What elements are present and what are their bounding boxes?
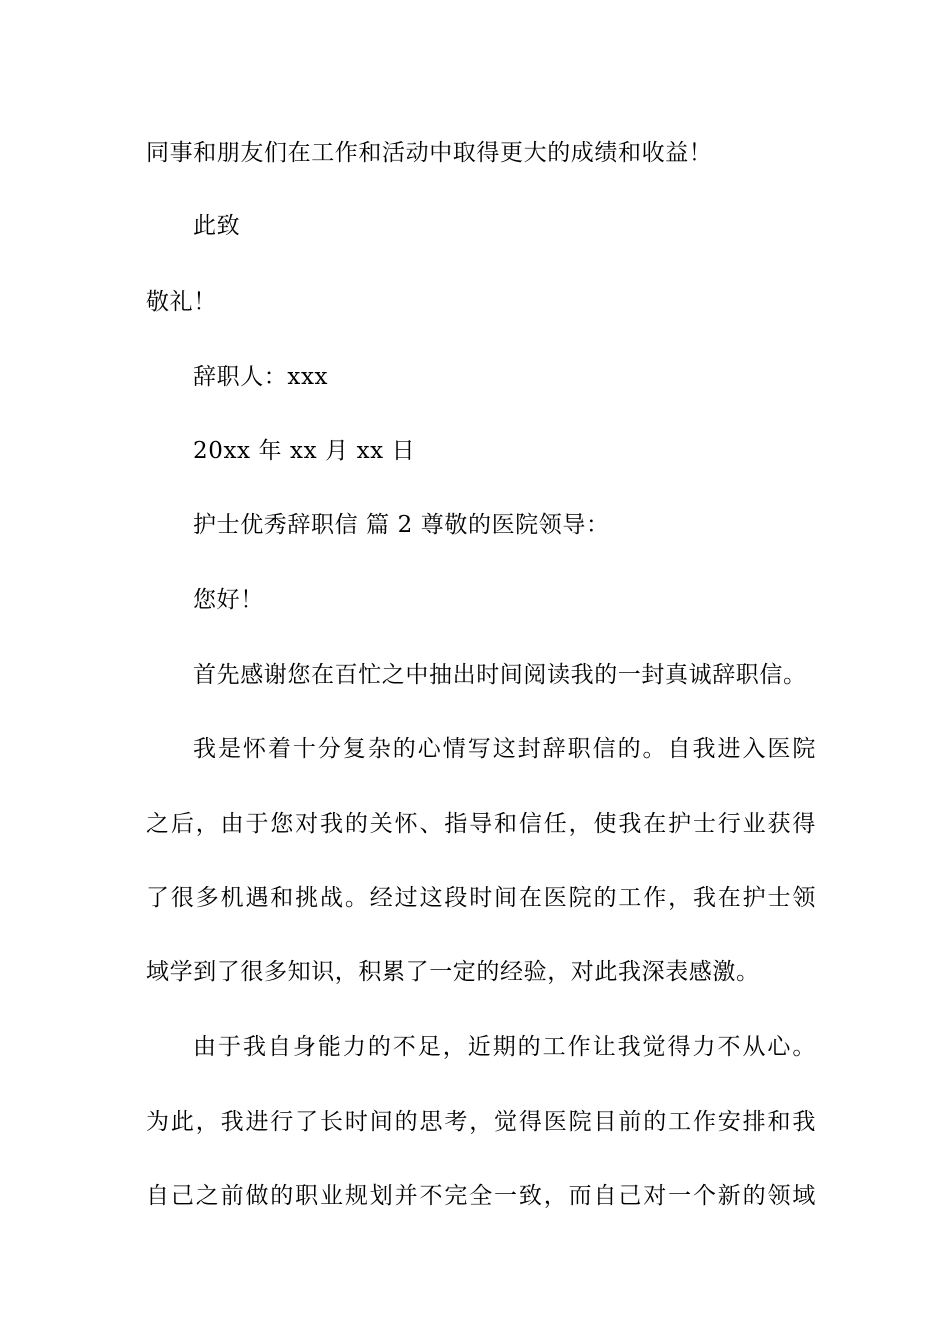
text-line-date: 20xx 年 xx 月 xx 日 bbox=[193, 438, 416, 464]
text-line-paragraph: 了很多机遇和挑战。经过这段时间在医院的工作，我在护士领 bbox=[146, 885, 816, 911]
text-line-paragraph: 为此，我进行了长时间的思考，觉得医院目前的工作安排和我 bbox=[146, 1109, 816, 1135]
text-line-salutation-close: 此致 bbox=[193, 213, 241, 239]
text-line-paragraph: 首先感谢您在百忙之中抽出时间阅读我的一封真诚辞职信。 bbox=[193, 662, 807, 688]
text-line-closing-wish: 同事和朋友们在工作和活动中取得更大的成绩和收益！ bbox=[146, 140, 713, 166]
text-line-greeting: 您好！ bbox=[193, 587, 264, 613]
text-line-regards: 敬礼！ bbox=[146, 289, 217, 315]
text-line-paragraph: 域学到了很多知识，积累了一定的经验，对此我深表感激。 bbox=[146, 959, 760, 985]
text-line-paragraph: 由于我自身能力的不足，近期的工作让我觉得力不从心。 bbox=[193, 1034, 816, 1060]
text-line-letter-heading: 护士优秀辞职信 篇 2 尊敬的医院领导： bbox=[193, 512, 610, 538]
text-line-signatory: 辞职人：xxx bbox=[193, 364, 329, 390]
text-line-paragraph: 自己之前做的职业规划并不完全一致，而自己对一个新的领域 bbox=[146, 1183, 816, 1209]
text-line-paragraph: 我是怀着十分复杂的心情写这封辞职信的。自我进入医院 bbox=[193, 736, 816, 762]
text-line-paragraph: 之后，由于您对我的关怀、指导和信任，使我在护士行业获得 bbox=[146, 811, 816, 837]
